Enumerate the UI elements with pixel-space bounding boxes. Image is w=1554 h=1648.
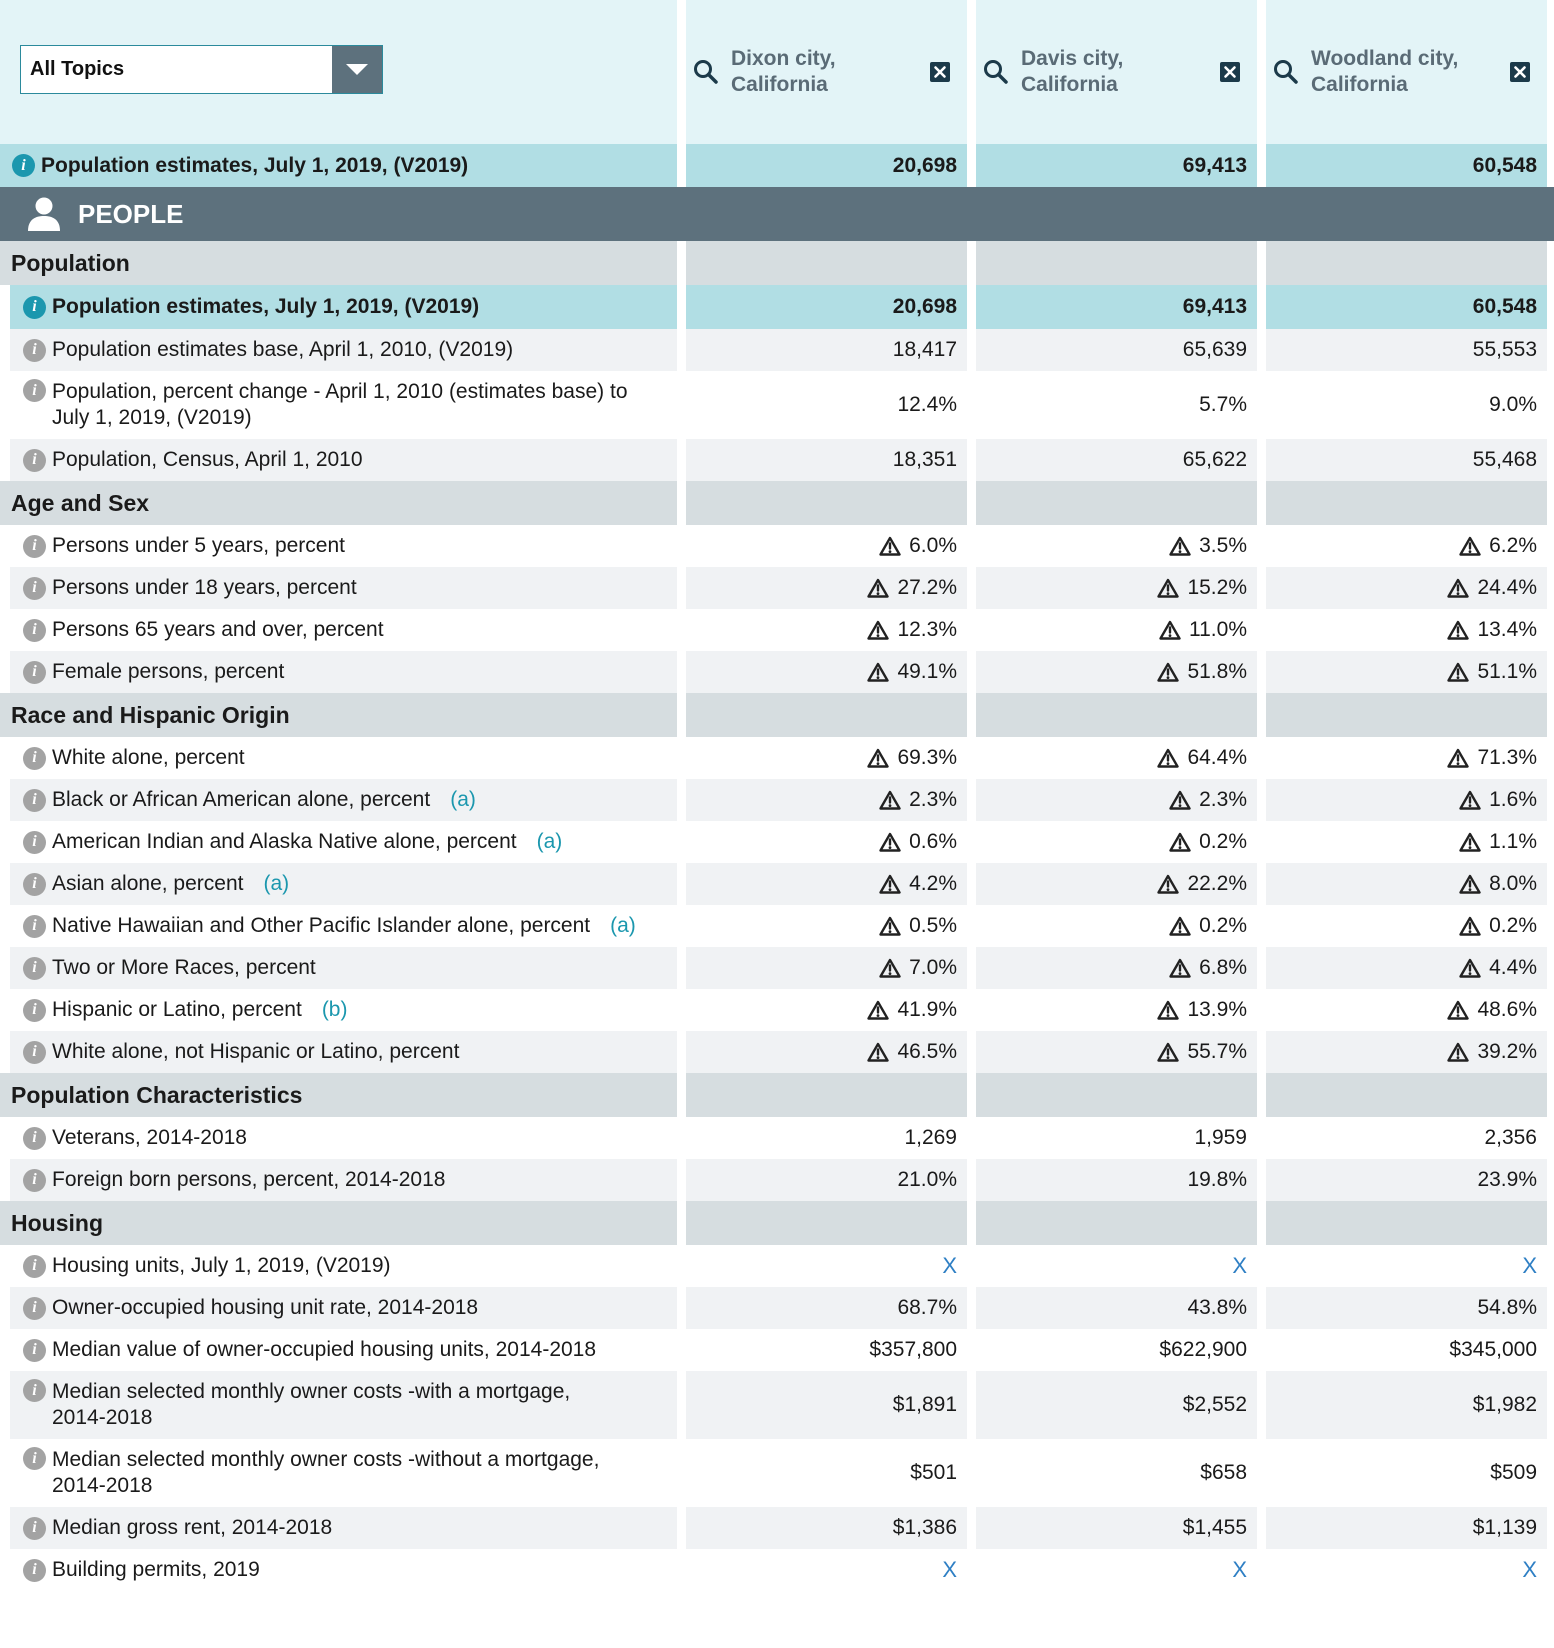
row-label-text: Persons under 18 years, percent <box>52 576 357 599</box>
summary-value: 60,548 <box>1472 153 1537 177</box>
row-value: 13.4% <box>1477 618 1537 641</box>
warning-icon[interactable] <box>1169 916 1191 936</box>
row-label <box>52 337 513 363</box>
row-label <box>52 447 363 473</box>
footnote-link[interactable]: (a) <box>450 788 476 811</box>
not-available-link[interactable]: X <box>942 1557 957 1582</box>
row-value: $1,139 <box>1472 1516 1537 1539</box>
table-row <box>0 651 1554 693</box>
row-value: 51.1% <box>1477 660 1537 683</box>
row-label <box>52 871 289 897</box>
geo-name-line2: California <box>1021 73 1118 96</box>
row-value: 48.6% <box>1477 998 1537 1021</box>
table-row <box>0 439 1554 481</box>
warning-icon[interactable] <box>879 790 901 810</box>
row-value: 60,548 <box>1472 295 1537 318</box>
search-icon[interactable] <box>691 57 721 87</box>
table-row <box>0 371 1554 439</box>
info-icon[interactable]: i <box>23 1127 46 1150</box>
row-label <box>52 829 562 855</box>
warning-icon[interactable] <box>1459 832 1481 852</box>
row-label-text-line2: 2014-2018 <box>52 1406 153 1429</box>
row-value: 5.7% <box>1199 393 1247 416</box>
row-value: $1,455 <box>1182 1516 1247 1539</box>
row-label <box>52 617 384 643</box>
row-value: 2,356 <box>1484 1126 1537 1149</box>
row-value: 0.5% <box>909 914 957 937</box>
row-label-text: Population estimates base, April 1, 2010, (V2019) <box>52 338 514 361</box>
row-label <box>52 294 479 320</box>
table-row <box>0 1371 1554 1439</box>
table-row <box>0 1117 1554 1159</box>
warning-icon[interactable] <box>1447 748 1469 768</box>
row-label-text: Black or African American alone, percent <box>52 788 431 811</box>
close-icon[interactable] <box>928 60 952 84</box>
row-label-text: White alone, not Hispanic or Latino, percent <box>52 1040 460 1063</box>
warning-icon[interactable] <box>1447 620 1469 640</box>
row-value: 55,553 <box>1472 338 1537 361</box>
section-header[interactable] <box>0 693 1554 737</box>
section-header[interactable] <box>0 241 1554 285</box>
geo-name-line1: Davis city, <box>1021 47 1124 70</box>
warning-icon[interactable] <box>1447 578 1469 598</box>
summary-value: 69,413 <box>1182 153 1247 177</box>
warning-icon[interactable] <box>1447 662 1469 682</box>
info-icon[interactable]: i <box>23 999 46 1022</box>
row-label-text: Foreign born persons, percent, 2014-2018 <box>52 1168 446 1191</box>
table-row <box>0 1245 1554 1287</box>
table-row <box>0 329 1554 371</box>
table-header <box>0 0 1554 144</box>
row-value: $501 <box>910 1461 957 1484</box>
section-title: Age and Sex <box>11 489 150 516</box>
search-icon[interactable] <box>981 57 1011 87</box>
row-value: 15.2% <box>1187 576 1247 599</box>
row-value: 1,269 <box>904 1126 957 1149</box>
info-icon[interactable]: i <box>23 1339 46 1362</box>
row-value: 51.8% <box>1187 660 1247 683</box>
warning-icon[interactable] <box>1157 662 1179 682</box>
row-value: 19.8% <box>1187 1168 1247 1191</box>
table-row <box>0 1439 1554 1507</box>
table-row <box>0 779 1554 821</box>
geo-name-line2: California <box>731 73 828 96</box>
info-icon[interactable]: i <box>12 154 35 177</box>
warning-icon[interactable] <box>1447 1042 1469 1062</box>
row-label-text: Population estimates, July 1, 2019, (V2019) <box>52 295 480 318</box>
table-row <box>0 567 1554 609</box>
row-label <box>52 1295 478 1321</box>
not-available-link[interactable]: X <box>942 1253 957 1278</box>
summary-label: Population estimates, July 1, 2019, (V2019) <box>41 153 469 177</box>
row-value: $1,891 <box>892 1393 957 1416</box>
warning-icon[interactable] <box>1459 790 1481 810</box>
row-value: 68.7% <box>897 1296 957 1319</box>
people-label: PEOPLE <box>78 198 184 229</box>
footnote-link[interactable]: (a) <box>263 872 290 895</box>
chevron-down-icon[interactable] <box>332 46 382 93</box>
row-value: 1.1% <box>1489 830 1537 853</box>
warning-icon[interactable] <box>1447 1000 1469 1020</box>
info-icon[interactable]: i <box>23 1379 46 1402</box>
info-icon[interactable]: i <box>23 1041 46 1064</box>
warning-icon[interactable] <box>867 1042 889 1062</box>
warning-icon[interactable] <box>867 1000 889 1020</box>
geo-name-line1: Dixon city, <box>731 47 836 70</box>
table-row <box>0 905 1554 947</box>
row-value: 64.4% <box>1187 746 1247 769</box>
not-available-link[interactable]: X <box>1522 1557 1537 1582</box>
table-row <box>0 863 1554 905</box>
row-label <box>52 1039 459 1065</box>
row-label <box>52 659 284 685</box>
info-icon[interactable]: i <box>23 1517 46 1540</box>
info-icon[interactable]: i <box>23 535 46 558</box>
warning-icon[interactable] <box>1459 916 1481 936</box>
table-row <box>0 285 1554 329</box>
row-label <box>52 1337 596 1363</box>
row-value: 0.6% <box>909 830 957 853</box>
row-label-text: White alone, percent <box>52 746 245 769</box>
row-label-text: Median gross rent, 2014-2018 <box>52 1516 333 1539</box>
summary-row <box>0 144 1554 187</box>
person-icon <box>26 197 62 231</box>
warning-icon[interactable] <box>867 620 889 640</box>
row-value: 2.3% <box>1199 788 1247 811</box>
row-value: 13.9% <box>1187 998 1247 1021</box>
row-label <box>52 1253 391 1279</box>
table-row <box>0 1159 1554 1201</box>
geo-name <box>1021 46 1218 98</box>
row-label <box>52 997 347 1023</box>
close-icon[interactable] <box>1508 60 1532 84</box>
row-label <box>52 1167 445 1193</box>
footnote-link[interactable]: (a) <box>536 830 563 853</box>
warning-icon[interactable] <box>1459 536 1481 556</box>
row-value: 11.0% <box>1189 618 1247 641</box>
row-value: 65,639 <box>1182 338 1247 361</box>
info-icon[interactable]: i <box>23 747 46 770</box>
row-value: 21.0% <box>897 1168 957 1191</box>
warning-icon[interactable] <box>879 874 901 894</box>
section-title: Population Characteristics <box>11 1081 303 1108</box>
table-row <box>0 947 1554 989</box>
not-available-link[interactable]: X <box>1522 1253 1537 1278</box>
row-value: 49.1% <box>897 660 957 683</box>
row-value: 6.8% <box>1199 956 1247 979</box>
section-title: Population <box>11 249 130 276</box>
warning-icon[interactable] <box>1157 1042 1179 1062</box>
row-value: 41.9% <box>897 998 957 1021</box>
row-label-text: Building permits, 2019 <box>52 1558 260 1581</box>
warning-icon[interactable] <box>1169 536 1191 556</box>
row-value: 27.2% <box>897 576 957 599</box>
people-category-header[interactable] <box>0 187 1554 241</box>
row-value: 12.4% <box>897 393 957 416</box>
info-icon[interactable]: i <box>23 831 46 854</box>
row-label-text: Persons 65 years and over, percent <box>52 618 384 641</box>
row-value: $2,552 <box>1182 1393 1247 1416</box>
footnote-link[interactable]: (b) <box>321 998 348 1021</box>
row-value: 18,351 <box>892 448 957 471</box>
row-value: 0.2% <box>1489 914 1537 937</box>
row-value: 71.3% <box>1477 746 1537 769</box>
topic-select-cell <box>0 0 677 144</box>
row-label <box>52 913 636 939</box>
row-value: 0.2% <box>1199 830 1247 853</box>
row-value: 39.2% <box>1477 1040 1537 1063</box>
geo-name-line1: Woodland city, <box>1311 47 1459 70</box>
warning-icon[interactable] <box>1169 832 1191 852</box>
table-row <box>0 821 1554 863</box>
row-label-text: Housing units, July 1, 2019, (V2019) <box>52 1254 391 1277</box>
row-label-text: Two or More Races, percent <box>52 956 316 979</box>
row-value: $509 <box>1490 1461 1537 1484</box>
row-value: 54.8% <box>1477 1296 1537 1319</box>
row-value: 69,413 <box>1182 295 1247 318</box>
info-icon[interactable]: i <box>23 1559 46 1582</box>
row-value: 1.6% <box>1489 788 1537 811</box>
not-available-link[interactable]: X <box>1232 1253 1247 1278</box>
close-icon[interactable] <box>1218 60 1242 84</box>
info-icon[interactable]: i <box>23 873 46 896</box>
info-icon[interactable]: i <box>23 1169 46 1192</box>
row-label-text: Owner-occupied housing unit rate, 2014-2018 <box>52 1296 479 1319</box>
table-row <box>0 1507 1554 1549</box>
warning-icon[interactable] <box>879 832 901 852</box>
geo-name <box>1311 46 1508 98</box>
warning-icon[interactable] <box>867 578 889 598</box>
geo-column-header-3 <box>1266 0 1547 144</box>
row-label-text: Hispanic or Latino, percent <box>52 998 302 1021</box>
row-label <box>52 787 476 813</box>
warning-icon[interactable] <box>1157 578 1179 598</box>
search-icon[interactable] <box>1271 57 1301 87</box>
row-value: 3.5% <box>1199 534 1247 557</box>
row-value: $1,982 <box>1472 1393 1537 1416</box>
info-icon[interactable]: i <box>23 789 46 812</box>
info-icon[interactable]: i <box>23 379 46 402</box>
warning-icon[interactable] <box>879 958 901 978</box>
row-label-text: Persons under 5 years, percent <box>52 534 345 557</box>
row-value: 4.2% <box>909 872 957 895</box>
row-value: 55,468 <box>1472 448 1537 471</box>
table-row <box>0 525 1554 567</box>
row-value: 69.3% <box>897 746 957 769</box>
info-icon[interactable]: i <box>23 957 46 980</box>
row-label-text: Population, percent change - April 1, 2010 (estimates base) to <box>52 380 628 403</box>
row-label-text: Median selected monthly owner costs -without a mortgage, <box>52 1448 600 1471</box>
geo-name <box>731 46 928 98</box>
warning-icon[interactable] <box>1159 620 1181 640</box>
row-label <box>52 379 628 431</box>
row-value: 6.0% <box>909 534 957 557</box>
section-header[interactable] <box>0 1073 1554 1117</box>
row-value: 65,622 <box>1182 448 1247 471</box>
section-header[interactable] <box>0 481 1554 525</box>
warning-icon[interactable] <box>1169 958 1191 978</box>
geo-name-line2: California <box>1311 73 1408 96</box>
geo-column-header-1 <box>686 0 967 144</box>
warning-icon[interactable] <box>867 748 889 768</box>
topic-select-value: All Topics <box>30 58 125 80</box>
row-label-text: American Indian and Alaska Native alone, percent <box>52 830 517 853</box>
table-row <box>0 737 1554 779</box>
table-row <box>0 989 1554 1031</box>
warning-icon[interactable] <box>1157 1000 1179 1020</box>
row-value: 24.4% <box>1477 576 1537 599</box>
info-icon[interactable]: i <box>23 1297 46 1320</box>
row-value: 8.0% <box>1489 872 1537 895</box>
warning-icon[interactable] <box>1157 874 1179 894</box>
row-label-text: Median value of owner-occupied housing units, 2014-2018 <box>52 1338 597 1361</box>
row-value: 55.7% <box>1187 1040 1247 1063</box>
row-value: 9.0% <box>1489 393 1537 416</box>
row-value: $357,800 <box>869 1338 957 1361</box>
row-label <box>52 1125 247 1151</box>
info-icon[interactable]: i <box>23 449 46 472</box>
row-value: 7.0% <box>909 956 957 979</box>
warning-icon[interactable] <box>879 916 901 936</box>
row-label <box>52 955 316 981</box>
warning-icon[interactable] <box>879 536 901 556</box>
row-value: $658 <box>1200 1461 1247 1484</box>
row-label <box>52 533 345 559</box>
row-value: 2.3% <box>909 788 957 811</box>
row-value: 4.4% <box>1489 956 1537 979</box>
table-row <box>0 1329 1554 1371</box>
warning-icon[interactable] <box>867 662 889 682</box>
row-label-text-line2: 2014-2018 <box>52 1474 153 1497</box>
info-icon[interactable]: i <box>23 1255 46 1278</box>
warning-icon[interactable] <box>1459 958 1481 978</box>
row-value: 1,959 <box>1194 1126 1247 1149</box>
info-icon[interactable]: i <box>23 661 46 684</box>
info-icon[interactable]: i <box>23 296 46 319</box>
table-row <box>0 1549 1554 1591</box>
section-header[interactable] <box>0 1201 1554 1245</box>
row-value: 20,698 <box>892 295 957 318</box>
row-label <box>52 1557 260 1583</box>
row-label-text: Veterans, 2014-2018 <box>52 1126 247 1149</box>
info-icon[interactable]: i <box>23 577 46 600</box>
info-icon[interactable]: i <box>23 619 46 642</box>
info-icon[interactable]: i <box>23 915 46 938</box>
info-icon[interactable]: i <box>23 1447 46 1470</box>
row-label-text-line2: July 1, 2019, (V2019) <box>52 406 252 429</box>
section-title: Housing <box>11 1209 103 1236</box>
warning-icon[interactable] <box>1157 748 1179 768</box>
row-value: $345,000 <box>1449 1338 1537 1361</box>
row-value: 12.3% <box>897 618 957 641</box>
row-label <box>52 745 245 771</box>
row-value: 43.8% <box>1187 1296 1247 1319</box>
row-value: 22.2% <box>1187 872 1247 895</box>
row-label-text: Female persons, percent <box>52 660 285 683</box>
sections-container <box>0 241 1554 1591</box>
geo-column-header-2 <box>976 0 1257 144</box>
not-available-link[interactable]: X <box>1232 1557 1247 1582</box>
topic-select[interactable] <box>20 45 383 94</box>
row-value: 6.2% <box>1489 534 1537 557</box>
warning-icon[interactable] <box>1169 790 1191 810</box>
row-value: $622,900 <box>1159 1338 1247 1361</box>
row-label <box>52 1447 599 1499</box>
footnote-link[interactable]: (a) <box>610 914 636 937</box>
table-row <box>0 609 1554 651</box>
row-value: 18,417 <box>892 338 957 361</box>
row-value: $1,386 <box>892 1516 957 1539</box>
row-label <box>52 575 357 601</box>
table-row <box>0 1287 1554 1329</box>
row-label-text: Asian alone, percent <box>52 872 244 895</box>
warning-icon[interactable] <box>1459 874 1481 894</box>
row-label-text: Median selected monthly owner costs -with a mortgage, <box>52 1380 571 1403</box>
info-icon[interactable]: i <box>23 339 46 362</box>
row-value: 46.5% <box>897 1040 957 1063</box>
table-row <box>0 1031 1554 1073</box>
row-label <box>52 1515 332 1541</box>
section-title: Race and Hispanic Origin <box>11 701 290 728</box>
row-label-text: Native Hawaiian and Other Pacific Islander alone, percent <box>52 914 591 937</box>
row-label-text: Population, Census, April 1, 2010 <box>52 448 363 471</box>
row-label <box>52 1379 570 1431</box>
row-value: 23.9% <box>1477 1168 1537 1191</box>
row-value: 0.2% <box>1199 914 1247 937</box>
summary-value: 20,698 <box>892 153 957 177</box>
